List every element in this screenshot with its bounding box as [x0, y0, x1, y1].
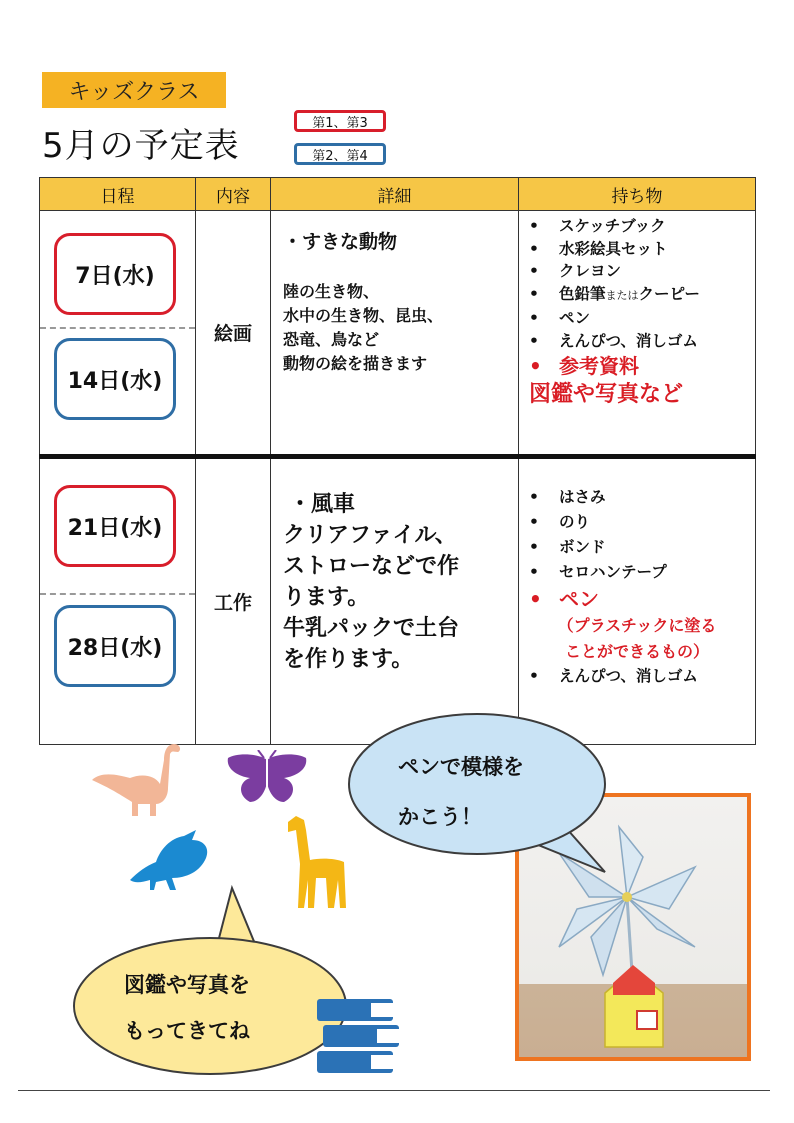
list-item: • セロハンテープ: [529, 563, 667, 581]
list-item: • ペン: [529, 309, 591, 327]
items-list: [519, 481, 755, 613]
list-item: • はさみ: [529, 488, 606, 506]
items-list: [519, 211, 755, 380]
list-item: • 水彩絵具セット: [529, 239, 668, 258]
date-cell: [40, 457, 196, 745]
date-badge: 21日(水): [54, 485, 176, 567]
dinosaur-icon: [88, 740, 184, 816]
pen-note: [519, 613, 755, 665]
detail-line: 水中の生き物、昆虫、: [283, 306, 444, 325]
content-cell: 絵画: [196, 211, 271, 457]
date-divider: [40, 327, 195, 329]
detail-text: [283, 489, 508, 675]
detail-line: ります。: [283, 585, 370, 610]
table-row: [40, 457, 756, 745]
pen-note-line: （プラスチックに塗る: [557, 616, 717, 635]
class-label: キッズクラス: [42, 72, 226, 108]
list-item: • ボンド: [529, 538, 606, 556]
items-list: [519, 665, 755, 688]
detail-line: 牛乳パックで土台: [283, 616, 460, 641]
list-item: • 色鉛筆またはクーピー: [529, 284, 700, 303]
bubble-line: もってきてね: [124, 1019, 250, 1043]
detail-title: ・すきな動物: [283, 231, 398, 253]
list-item-highlight: • ペン: [529, 587, 599, 611]
date-cell: [40, 211, 196, 457]
list-item: • スケッチブック: [529, 217, 666, 235]
detail-text: [283, 280, 508, 376]
list-item: • クレヨン: [529, 262, 622, 280]
items-cell: [519, 457, 756, 745]
books-icon: [315, 995, 401, 1077]
date-badge: 7日(水): [54, 233, 176, 315]
header-items: 持ち物: [519, 178, 756, 211]
date-divider: [40, 593, 195, 595]
header-date: 日程: [40, 178, 196, 211]
list-item: • のり: [529, 513, 591, 531]
reference-note: 図鑑や写真など: [529, 382, 684, 407]
detail-line: クリアファイル、: [283, 523, 457, 548]
detail-cell: [271, 211, 519, 457]
table-header-row: [40, 178, 756, 211]
schedule-table: [39, 177, 756, 745]
header-detail: 詳細: [271, 178, 519, 211]
bubble-line: 図鑑や写真を: [124, 973, 250, 997]
list-item: • えんぴつ、消しゴム: [529, 331, 698, 350]
legend-red: 第1、第3: [294, 110, 386, 132]
header-content: 内容: [196, 178, 271, 211]
date-badge: 14日(水): [54, 338, 176, 420]
footer-divider: [18, 1090, 770, 1091]
items-cell: [519, 211, 756, 457]
page-title: 5月の予定表: [42, 126, 240, 166]
detail-line: 動物の絵を描きます: [283, 354, 428, 373]
bubble-line: かこう！: [398, 805, 482, 829]
bubble-text-pen: [398, 742, 524, 842]
bubble-text-books: [124, 962, 250, 1054]
butterfly-icon: [224, 750, 310, 806]
detail-line: 恐竜、鳥など: [283, 330, 380, 349]
legend-blue: 第2、第4: [294, 143, 386, 165]
detail-line: ストローなどで作: [283, 554, 460, 579]
pen-note-line: ことができるもの）: [564, 642, 709, 661]
detail-cell: [271, 457, 519, 745]
date-badge: 28日(水): [54, 605, 176, 687]
list-item-highlight: • 参考資料: [529, 354, 639, 378]
detail-line: ・風車: [289, 492, 356, 517]
list-item: • えんぴつ、消しゴム: [529, 667, 698, 685]
bubble-line: ペンで模様を: [398, 755, 524, 779]
detail-line: 陸の生き物、: [283, 282, 380, 301]
detail-line: を作ります。: [283, 647, 414, 672]
content-cell: 工作: [196, 457, 271, 745]
table-row: [40, 211, 756, 457]
